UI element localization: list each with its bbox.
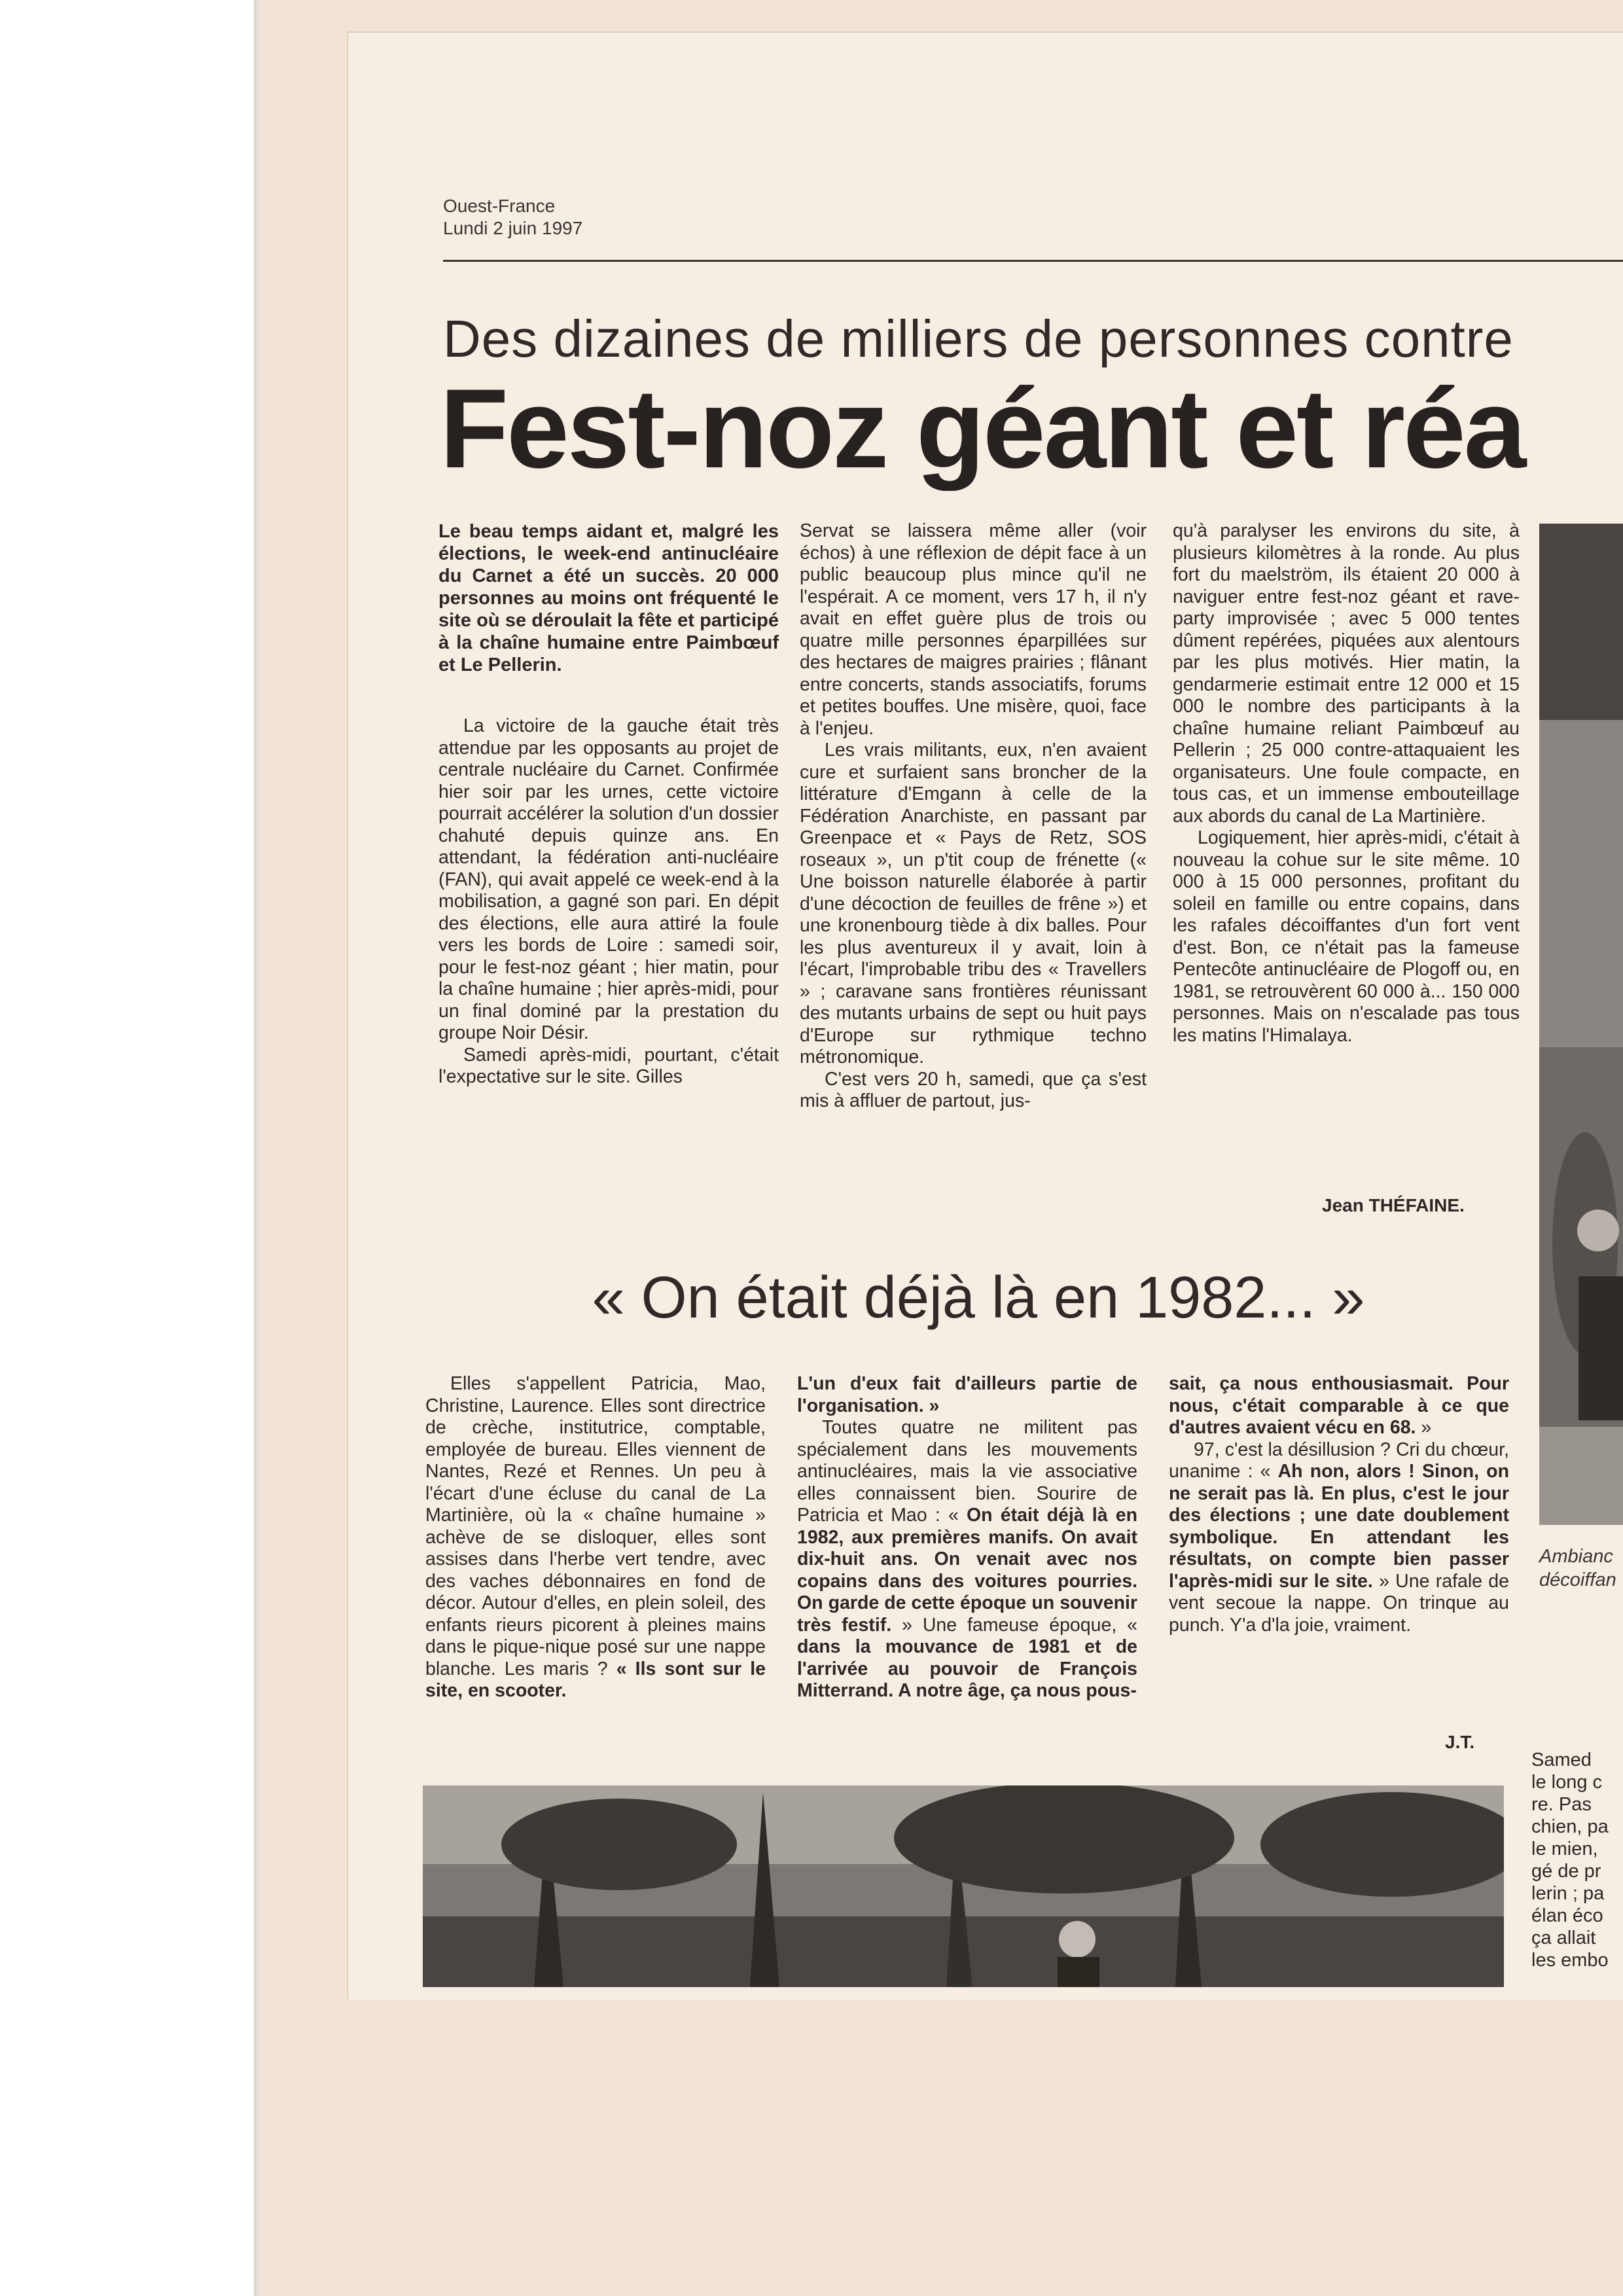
bottom-photo (423, 1785, 1504, 1987)
fragment-line: les embo (1531, 1950, 1609, 1971)
fragment-line: ça allait (1531, 1928, 1596, 1948)
top-right-photo-image (1539, 524, 1623, 1525)
article2-column-1 (425, 1373, 766, 1702)
photo-caption-line: Ambianc (1539, 1546, 1613, 1567)
article1-paragraph: La victoire de la gauche était très attendue par les opposants au projet de centrale nucléaire du Carnet. Confirmée hier soir par les urnes, cette victoire pourrait accélérer la solution d'un dossier chahuté depuis quinze ans. En attendant, la fédération anti-nucléaire (FAN), qui avait appelé ce week-end à la mobilisation, a gagné son pari. En dépit des élections, elle aura attiré la foule vers les bords de Loire : samedi soir, pour le fest-noz géant ; hier matin, pour la chaîne humaine ; hier après-midi, pour un final dominé par la prestation du groupe Noir Désir. (438, 715, 779, 1043)
article2-paragraph (1169, 1439, 1509, 1637)
newspaper-name: Ouest-France (443, 196, 556, 216)
photo-caption (1539, 1545, 1616, 1592)
article2-text: » (1421, 1417, 1432, 1438)
top-right-photo (1539, 524, 1623, 1525)
article2-column-3 (1169, 1373, 1509, 1636)
article2-quote: « Ils sont sur le site, en scooter. (425, 1658, 766, 1701)
article1-paragraph: qu'à paralyser les environs du site, à plusieurs kilomètres à la ronde. Au plus fort du maelström, ils étaient 20 000 à naviguer entre fest-noz géant et rave-party improvisée ; avec 5 000 tentes dûment repérées, piquées aux alentours par les plus motivés. Hier matin, la gendarmerie estimait entre 12 000 et 15 000 le nombre des participants à la chaîne humaine reliant Paimbœuf au Pellerin ; 25 000 contre-attaquaient les organisateurs. Une foule compacte, en tous cas, et un immense embouteillage aux abords du canal de La Martinière. (1173, 520, 1520, 827)
article2-text: Toutes quatre ne militent pas spécialement dans les mouvements antinucléaires, mais la vie associative elles connaissent bien. Sourire de Patricia et Mao : « (797, 1417, 1137, 1526)
article2-quote: Ah non, alors ! Sinon, on ne serait pas là. En plus, c'est le jour des élections ; une date doublement symbolique. En attendant les résultats, on compte bien passer l'après-midi sur le site. (1169, 1461, 1509, 1592)
article2-quote: sait, ça nous enthousiasmait. Pour nous, c'était comparable à ce que d'autres avaient vécu en 68. (1169, 1373, 1509, 1438)
photo-caption-line: décoiffan (1539, 1570, 1616, 1590)
article1-paragraph: C'est vers 20 h, samedi, que ça s'est mis à affluer de partout, jus- (800, 1068, 1147, 1111)
article2-signature: J.T. (1445, 1732, 1475, 1752)
article1-signature: Jean THÉFAINE. (1322, 1195, 1465, 1215)
article2-paragraph (1169, 1373, 1509, 1439)
fragment-line: le mien, (1531, 1839, 1598, 1859)
article2-text: 97, c'est la désillusion ? Cri du chœur, unanime : « (1169, 1439, 1509, 1482)
fragment-line: chien, pa (1531, 1816, 1609, 1837)
article2-paragraph (425, 1373, 766, 1702)
bottom-photo-image (423, 1785, 1504, 1987)
header-rule (443, 260, 1623, 262)
article1-paragraph: Les vrais militants, eux, n'en avaient cure et surfaient sans broncher de la littérature d'Emgann à celle de la Fédération Anarchiste, en passant par Greenpace et « Pays de Retz, SOS roseaux », un p'tit coup de frénette (« Une boisson naturelle élaborée à partir d'une décoction de feuilles de frêne ») et une kronenbourg tiède à dix balles. Pour les plus aventureux il y avait, loin à l'écart, l'improbable tribu des « Travellers » ; caravane sans frontières réunissant des mutants urbains de sept ou huit pays d'Europe sur rythmique techno métronomique. (800, 740, 1147, 1067)
article2-quote: On était déjà là en 1982, aux premières manifs. On avait dix-huit ans. On venait avec nos copains dans des voitures pourries. On garde de cette époque un souvenir très festif. (797, 1505, 1138, 1636)
article2-paragraph (797, 1373, 1137, 1417)
fragment-line: le long c (1531, 1772, 1603, 1793)
article2-column-2 (797, 1373, 1137, 1702)
article2-text: Elles s'appellent Patricia, Mao, Christine, Laurence. Elles sont directrice de crèche, institutrice, comptable, employée de bureau. Elles viennent de Nantes, Rezé et Rennes. Un peu à l'écart d'une écluse du canal de La Martinière, où la « chaîne humaine » achève de se disloquer, elles sont assises dans l'herbe vert tendre, avec des vaches débonnaires en fond de décor. Autour d'elles, en plein soleil, des enfants rieurs picorent à pleines mains dans le pique-nique posé sur une nappe blanche. Les maris ? (425, 1373, 766, 1679)
article1-lead: Le beau temps aidant et, malgré les élections, le week-end antinucléaire du Carnet a été un succès. 20 000 personnes au moins ont fréquenté le site où se déroulait la fête et participé à la chaîne humaine entre Paimbœuf et Le Pellerin. (438, 521, 779, 675)
article2-quote: L'un d'eux fait d'ailleurs partie de l'organisation. » (797, 1373, 1137, 1416)
next-article-fragment (1531, 1749, 1623, 1971)
masthead (443, 195, 582, 240)
fragment-line: lerin ; pa (1531, 1883, 1605, 1904)
article1-column-3 (1173, 520, 1520, 1047)
fragment-line: gé de pr (1531, 1861, 1601, 1882)
article1-column-2 (800, 520, 1147, 1113)
article2-text: » Une fameuse époque, « (902, 1614, 1137, 1636)
fragment-line: Samed (1531, 1749, 1592, 1770)
article1-paragraph: Logiquement, hier après-midi, c'était à nouveau la cohue sur le site même. 10 000 à 15 000 personnes, profitant du soleil en famille ou entre copains, dans les rafales décoiffantes d'un fort vent d'est. Bon, ce n'était pas la fameuse Pentecôte antinucléaire de Plogoff ou, en 1981, se retrouvèrent 60 000 à... 150 000 personnes. Mais on n'escalade pas tous les matins l'Himalaya. (1173, 827, 1520, 1046)
article-headline: Fest-noz géant et réa (440, 367, 1525, 491)
publication-date: Lundi 2 juin 1997 (443, 218, 583, 238)
article2-quote: dans la mouvance de 1981 et de l'arrivée au pouvoir de François Mitterrand. A notre âge, ça nous pous- (797, 1636, 1137, 1701)
fragment-line: élan éco (1531, 1905, 1603, 1926)
article1-paragraph: Samedi après-midi, pourtant, c'était l'expectative sur le site. Gilles (438, 1044, 779, 1087)
article1-paragraph: Servat se laissera même aller (voir échos) à une réflexion de dépit face à un public beaucoup plus mince qu'il ne l'espérait. A ce moment, vers 17 h, il n'y avait en effet guère plus de trois ou quatre mille personnes éparpillées sur des hectares de maigres prairies ; flânant entre concerts, stands associatifs, forums et petites bouffes. Une misère, quoi, face à l'enjeu. (800, 520, 1147, 739)
fragment-line: re. Pas (1531, 1794, 1592, 1815)
article1-column-1 (438, 520, 779, 1088)
article2-text: » Une rafale de vent secoue la nappe. On trinque au punch. Y'a d'la joie, vraiment. (1169, 1570, 1509, 1636)
article2-paragraph (797, 1417, 1137, 1702)
article2-title: « On était déjà là en 1982... » (592, 1265, 1365, 1331)
article-kicker: Des dizaines de milliers de personnes contre (443, 310, 1514, 368)
